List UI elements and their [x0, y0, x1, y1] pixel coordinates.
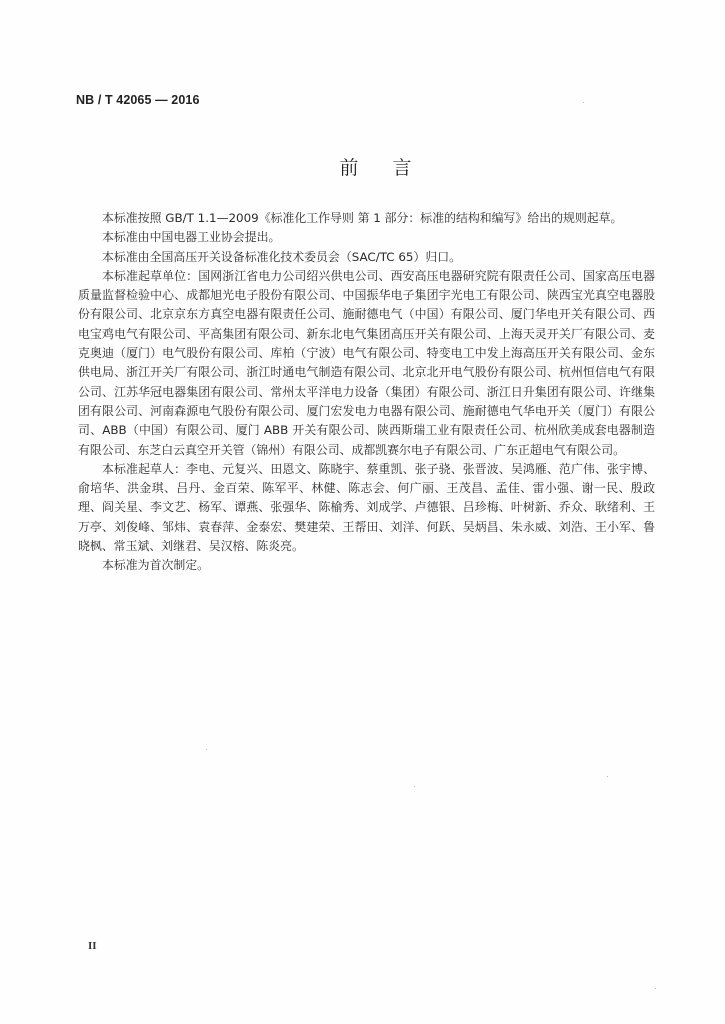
- scan-speck: [206, 749, 207, 750]
- paragraph-jurisdiction: 本标准由全国高压开关设备标准化技术委员会（SAC/TC 65）归口。: [102, 249, 462, 264]
- paragraph-drafters: 本标准起草人：李电、元复兴、田恩文、陈晓宇、蔡重凯、张子骁、张晋波、吴鸿雁、范广伟、张宇博、俞培华、洪金琪、吕丹、金百荣、陈军平、林健、陈志会、何广丽、王茂昌、孟佳、雷小强、谢一民、殷政理、阎关星、李文艺、杨军、谭燕、张强华、陈榆秀、刘成学、卢德银、吕珍梅、叶树新、乔众、耿绪利、王万亭、刘俊峰、邹炜、袁春萍、金泰宏、樊建荣、王帮田、刘洋、何跃、吴炳昌、朱永威、刘浩、王小军、鲁晓枫、常玉斌、刘继君、吴汉榕、陈炎亮。: [78, 461, 655, 554]
- paragraph-drafting-units: 本标准起草单位：国网浙江省电力公司绍兴供电公司、西安高压电器研究院有限责任公司、国家高压电器质量监督检验中心、成都旭光电子股份有限公司、中国振华电子集团宇光电工有限公司、陕西宝光真空电器股份有限公司、北京京东方真空电器有限责任公司、施耐德电气（中国）有限公司、厦门华电开关有限公司、西电宝鸡电气有限公司、平高集团有限公司、新东北电气集团高压开关有限公司、上海天灵开关厂有限公司、麦克奥迪（厦门）电气股份有限公司、库柏（宁波）电气有限公司、特变电工中发上海高压开关有限公司、金东供电局、浙江开关厂有限公司、浙江时通电气制造有限公司、北京北开电气股份有限公司、杭州恒信电气有限公司、江苏华冠电器集团有限公司、常州太平洋电力设备（集团）有限公司、浙江日升集团有限公司、许继集团有限公司、河南森源电气股份有限公司、厦门宏发电力电器有限公司、施耐德电气华电开关（厦门）有限公司、ABB（中国）有限公司、厦门 ABB 开关有限公司、陕西斯瑞工业有限责任公司、杭州欣美成套电器制造有限公司、东芝白云真空开关管（锦州）有限公司、成都凯赛尔电子有限公司、广东正超电气有限公司。: [78, 268, 655, 457]
- page-number: II: [88, 940, 97, 952]
- standard-code: NB / T 42065 — 2016: [76, 93, 200, 107]
- scan-speck: [583, 102, 584, 103]
- paragraph-proposer: 本标准由中国电器工业协会提出。: [102, 230, 281, 245]
- scan-speck: [655, 988, 656, 989]
- scan-speck: [607, 776, 608, 777]
- scan-speck: [414, 786, 415, 787]
- paragraph-first-edition: 本标准为首次制定。: [102, 558, 210, 573]
- paragraph-drafting-rules: 本标准按照 GB/T 1.1—2009《标准化工作导则 第 1 部分：标准的结构和编写》给出的规则起草。: [102, 211, 623, 225]
- preface-body: [78, 209, 655, 576]
- page-title: 前言: [339, 157, 446, 179]
